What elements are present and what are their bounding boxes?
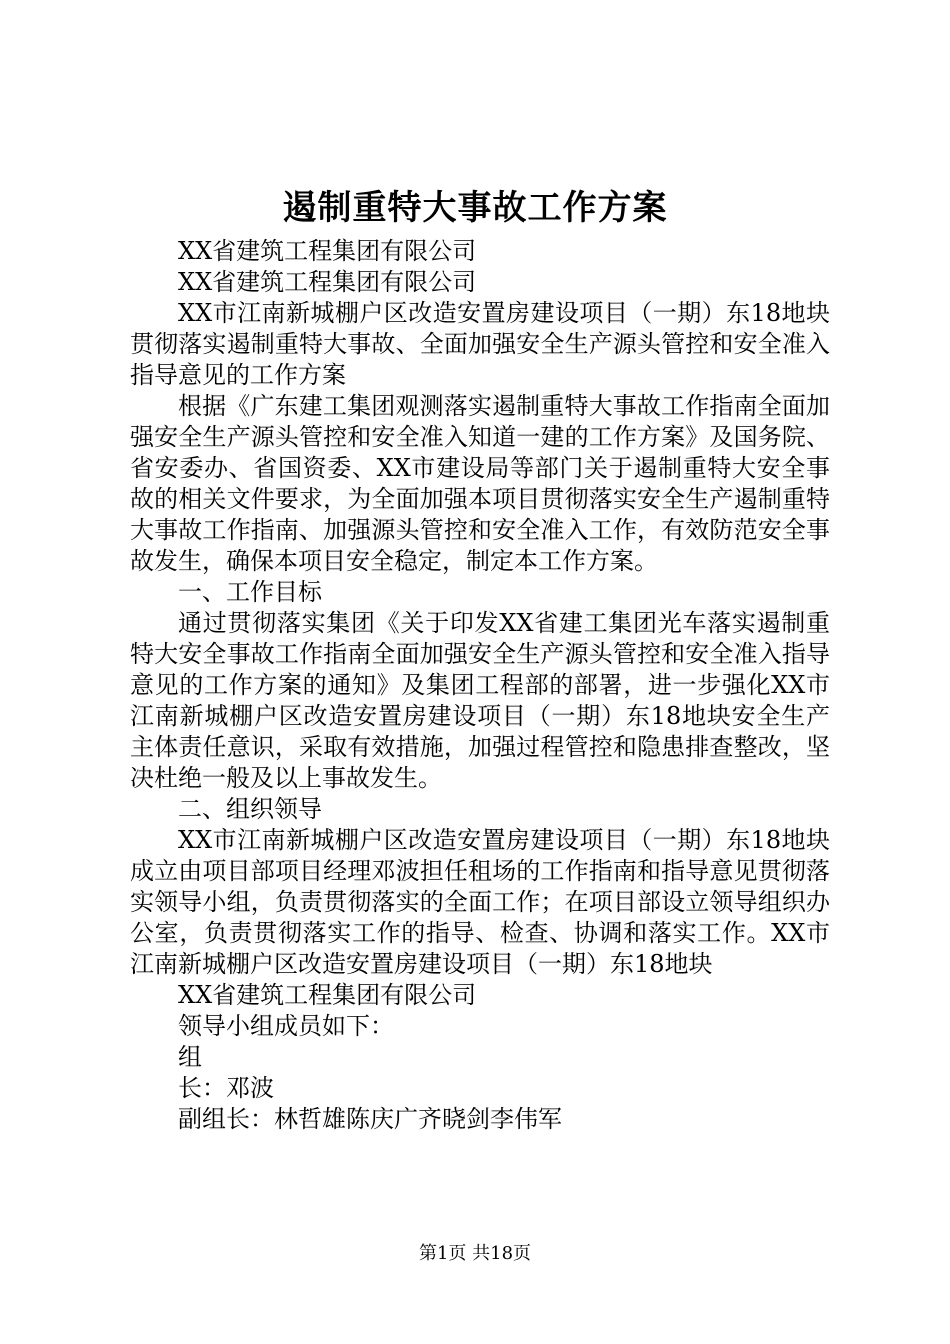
document-title: 遏制重特大事故工作方案 [282,188,668,228]
company-name-line-3: XX省建筑工程集团有限公司 [178,981,477,1009]
document-body [130,236,830,1135]
group-leader-line: 长：邓波 [178,1074,274,1102]
section-heading-leadership: 二、组织领导 [178,795,322,823]
members-intro-line: 领导小组成员如下： [178,1012,394,1040]
page-footer-page-number: 第1页 共18页 [418,1243,532,1264]
goals-paragraph: 通过贯彻落实集团《关于印发XX省建工集团光车落实遏制重特大安全事故工作指南全面加强安全生产源头管控和安全准入指导意见的工作方案的通知》及集团工程部的部署，进一步强化XX市江南新城棚户区改造安置房建设项目（一期）东18地块安全生产主体责任意识，采取有效措施，加强过程管控和隐患排查整改，坚决杜绝一般及以上事故发生。 [130,609,830,792]
basis-paragraph: 根据《广东建工集团观测落实遏制重特大事故工作指南全面加强安全生产源头管控和安全准入知道一建的工作方案》及国务院、省安委办、省国资委、XX市建设局等部门关于遏制重特大安全事故的相关文件要求，为全面加强本项目贯彻落实安全生产遏制重特大事故工作指南、加强源头管控和安全准入工作，有效防范安全事故发生，确保本项目安全稳定，制定本工作方案。 [130,392,830,575]
company-name-line-1: XX省建筑工程集团有限公司 [178,237,477,265]
company-name-line-2: XX省建筑工程集团有限公司 [178,268,477,296]
leadership-paragraph: XX市江南新城棚户区改造安置房建设项目（一期）东18地块成立由项目部项目经理邓波担任租场的工作指南和指导意见贯彻落实领导小组，负责贯彻落实的全面工作；在项目部设立领导组织办公室，负责贯彻落实工作的指导、检查、协调和落实工作。XX市江南新城棚户区改造安置房建设项目（一期）东18地块 [130,826,830,978]
group-leader-label-line: 组 [178,1043,202,1071]
deputy-leaders-line: 副组长：林哲雄陈庆广齐晓剑李伟军 [178,1105,562,1133]
plan-subtitle-paragraph: XX市江南新城棚户区改造安置房建设项目（一期）东18地块贯彻落实遏制重特大事故、全面加强安全生产源头管控和安全准入指导意见的工作方案 [130,299,830,389]
section-heading-goals: 一、工作目标 [178,578,322,606]
